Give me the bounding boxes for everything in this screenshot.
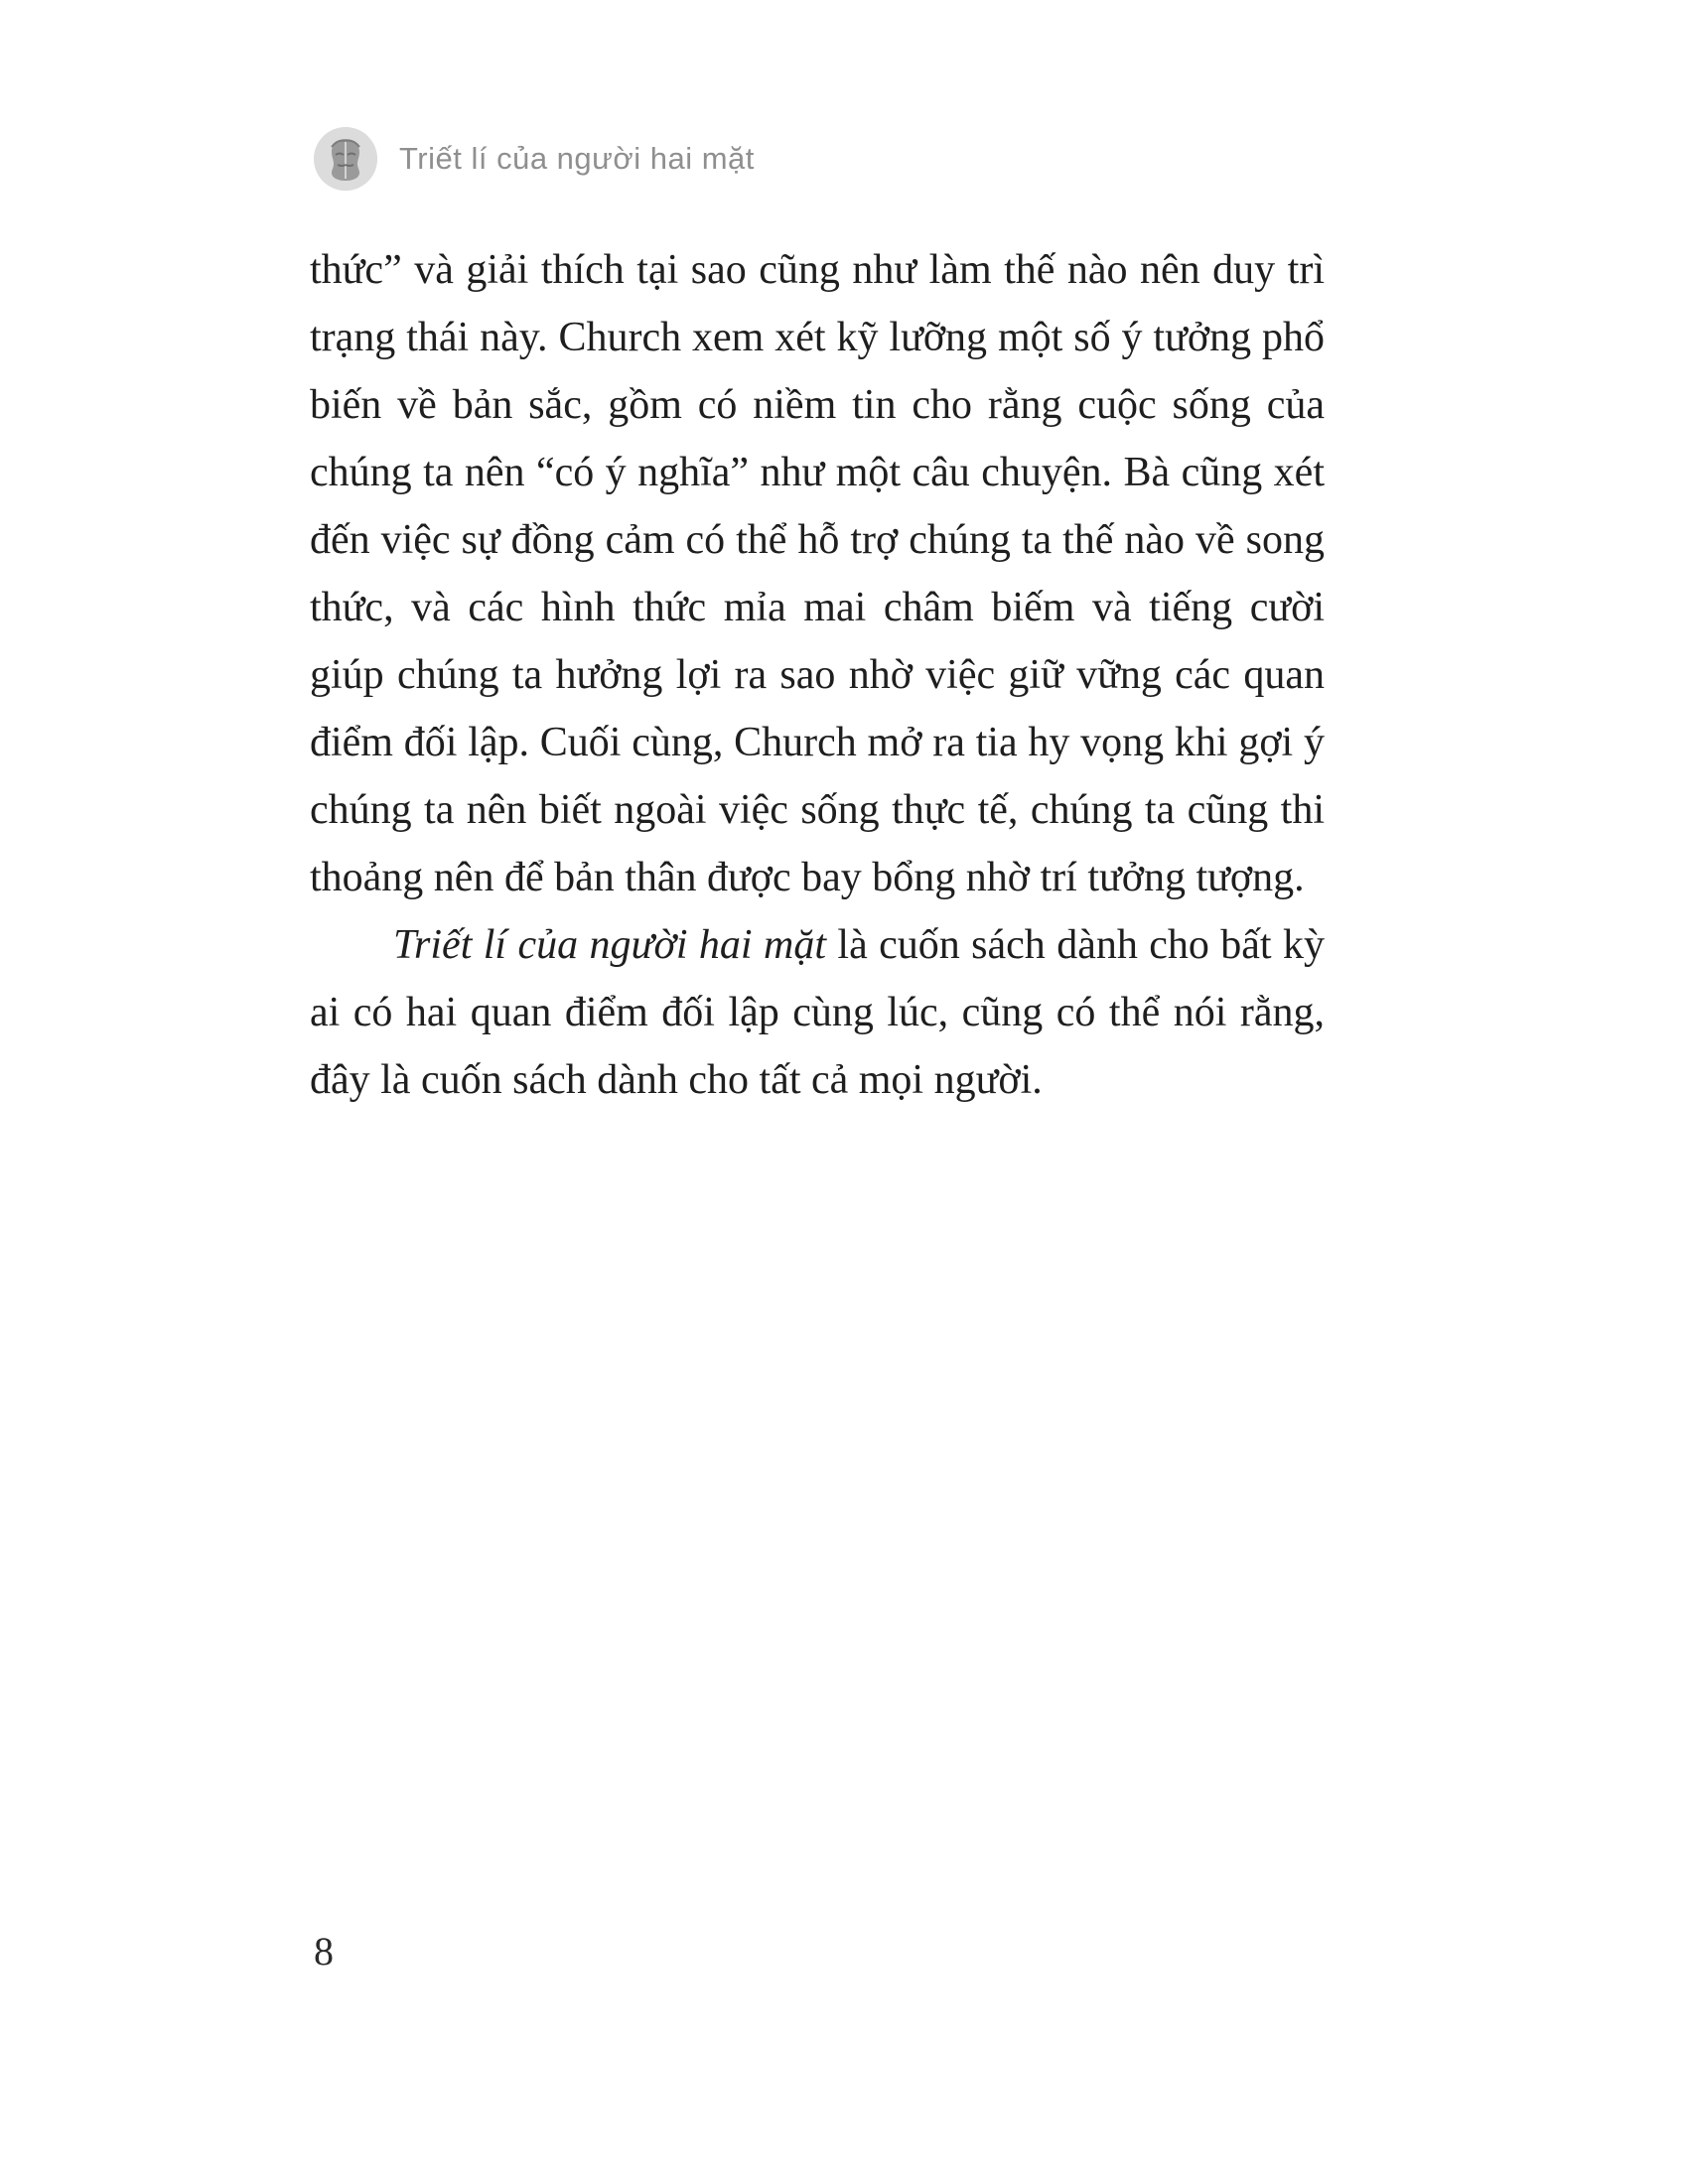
book-title-italic: Triết lí của người hai mặt [393, 922, 827, 968]
page-number: 8 [314, 1929, 334, 1974]
body-text-block [310, 236, 1325, 1114]
paragraph-closing-text: là cuốn sách dành cho bất kỳ ai có hai quan điểm đối lập cùng lúc, cũng có thể nói rằng, đây là cuốn sách dành cho tất cả mọi người. [310, 922, 1325, 1103]
running-header [314, 127, 755, 191]
two-faced-head-logo-icon [314, 127, 377, 191]
paragraph-closing [310, 911, 1325, 1114]
running-header-title: Triết lí của người hai mặt [399, 141, 755, 176]
paragraph-continued: thức” và giải thích tại sao cũng như làm thế nào nên duy trì trạng thái này. Church xem xét kỹ lưỡng một số ý tưởng phổ biến về bản sắc, gồm có niềm tin cho rằng cuộc sống của chúng ta nên “có ý nghĩa” như một câu chuyện. Bà cũng xét đến việc sự đồng cảm có thể hỗ trợ chúng ta thế nào về song thức, và các hình thức mỉa mai châm biếm và tiếng cười giúp chúng ta hưởng lợi ra sao nhờ việc giữ vững các quan điểm đối lập. Cuối cùng, Church mở ra tia hy vọng khi gợi ý chúng ta nên biết ngoài việc sống thực tế, chúng ta cũng thi thoảng nên để bản thân được bay bổng nhờ trí tưởng tượng. [310, 247, 1325, 900]
